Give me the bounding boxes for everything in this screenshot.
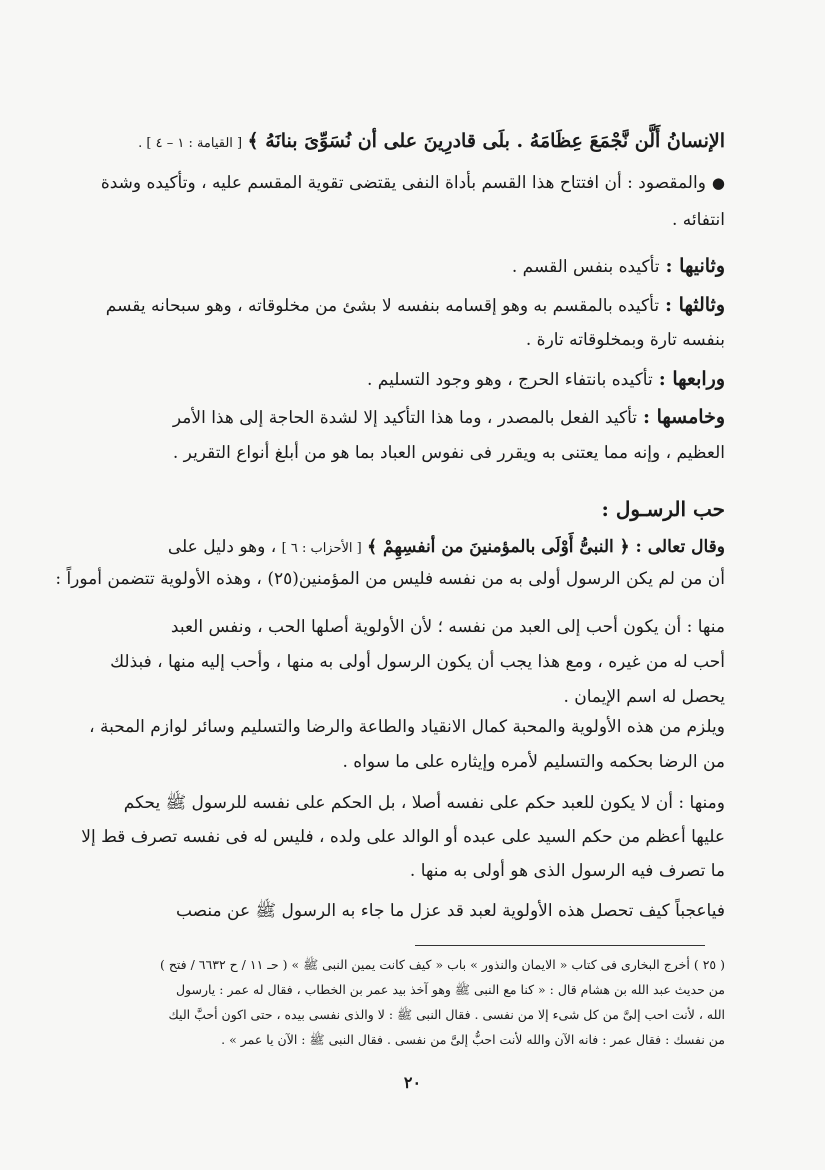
paragraph-text: انتفائه .	[671, 210, 725, 230]
paragraph-line	[100, 786, 725, 820]
quran-verse-text: وقال تعالى : ﴿ النبىُّ أَوْلَى بالمؤمنينَ من أنفسِهِمْ ﴾	[367, 537, 725, 557]
list-item	[100, 288, 725, 323]
paragraph-line	[100, 745, 725, 779]
paragraph-line	[81, 820, 725, 854]
bullet-icon: ●	[711, 174, 725, 192]
paragraph-text: العظيم ، وإنه مما يعتنى به ويقرر فى نفوس العباد بما هو من أبلغ أنواع التقرير .	[172, 443, 725, 463]
paragraph-line	[100, 610, 725, 644]
paragraph-line	[100, 530, 725, 566]
paragraph-text: ومنها : أن لا يكون للعبد حكم على نفسه أصلا ، بل الحكم على نفسه للرسول ﷺ يحكم	[123, 793, 725, 813]
paragraph-line	[100, 323, 725, 357]
paragraph-text: من الرضا بحكمه والتسليم لأمره وإيثاره على ما سواه .	[342, 752, 725, 772]
paragraph-text: منها : أن يكون أحب إلى العبد من نفسه ؛ لأن الأولوية أصلها الحب ، ونفس العبد	[170, 617, 725, 637]
list-item	[100, 400, 725, 435]
section-heading: حب الرسـول :	[601, 497, 725, 521]
footnote-divider	[415, 945, 705, 946]
footnote-line: ( ٢٥ ) أخرج البخارى فى كتاب « الايمان والنذور » باب « كيف كانت يمين النبى ﷺ » ( حـ ١١ / ح ٦٦٣٢ / فتح )	[159, 957, 725, 972]
paragraph-text: فياعجباً كيف تحصل هذه الأولوية لعبد قد عزل ما جاء به الرسول ﷺ عن منصب	[175, 901, 725, 921]
paragraph-text: يحصل له اسم الإيمان .	[563, 687, 725, 707]
item-text: تأكيده بالمقسم به وهو إقسامه بنفسه لا بشئ من مخلوقاته ، وهو سبحانه يقسم	[105, 296, 660, 316]
footnote-line: من نفسك : فقال عمر : فانه الآن والله لأنت احبُّ إلىَّ من نفسى . فقال النبى ﷺ : الآن يا عمر » .	[221, 1032, 725, 1047]
paragraph-line	[100, 854, 725, 888]
paragraph-line	[100, 436, 725, 470]
paragraph-text: ويلزم من هذه الأولوية والمحبة كمال الانقياد والطاعة والرضا والتسليم وسائر لوازم المحبة ،	[89, 717, 725, 737]
paragraph-text: ، وهو دليل على	[167, 537, 277, 557]
paragraph-text: أن من لم يكن الرسول أولى به من نفسه فليس من المؤمنين(٢٥) ، وهذه الأولوية تتضمن أموراً :	[55, 569, 725, 589]
footnote-line: من حديث عبد الله بن هشام قال : « كنا مع النبى ﷺ وهو آخذ بيد عمر بن الخطاب ، فقال له عمر : يارسول	[175, 982, 725, 997]
footnote-line: الله ، لأنت احب إلىَّ من كل شىء إلا من نفسى . فقال النبى ﷺ : لا والذى نفسى بيده ، حتى اكون أحبَّ اليك	[168, 1007, 725, 1022]
verse-citation: [ القيامة : ١ – ٤ ] .	[138, 136, 243, 151]
page-number: ٢٠	[403, 1073, 422, 1092]
list-item	[100, 362, 725, 397]
item-text: تأكيد الفعل بالمصدر ، وما هذا التأكيد إلا لشدة الحاجة إلى هذا الأمر	[172, 408, 637, 428]
paragraph-line	[100, 645, 725, 679]
item-text: تأكيده بانتفاء الحرج ، وهو وجود التسليم .	[366, 370, 653, 390]
list-item	[100, 249, 725, 284]
item-label: ورابعها :	[658, 368, 725, 390]
paragraph-text: بنفسه تارة وبمخلوقاته تارة .	[525, 330, 725, 350]
item-label: وثالثها :	[665, 294, 725, 316]
quran-verse-line	[100, 124, 725, 161]
paragraph-text: والمقصود : أن افتتاح هذا القسم بأداة النفى يقتضى تقوية المقسم عليه ، وتأكيده وشدة	[100, 173, 706, 193]
quran-verse-text: الإنسانُ أَلَّن نَّجْمَعَ عِظَامَهُ . بلَى قادرِينَ على أن نُسَوِّىَ بنانَهُ ﴾	[247, 130, 725, 152]
paragraph-line	[55, 562, 725, 596]
item-label: وثانيها :	[665, 255, 725, 277]
paragraph-line	[100, 680, 725, 714]
paragraph-line	[89, 710, 725, 744]
verse-citation: [ الأحزاب : ٦ ]	[281, 541, 362, 556]
paragraph-text: أحب له من غيره ، ومع هذا يجب أن يكون الرسول أولى به منها ، وأحب إليه منها ، فبذلك	[110, 652, 725, 672]
paragraph-text: ما تصرف فيه الرسول الذى هو أولى به منها .	[409, 861, 725, 881]
item-text: تأكيده بنفس القسم .	[511, 257, 660, 277]
paragraph-line	[100, 203, 725, 237]
paragraph-text: عليها أعظم من حكم السيد على عبده أو الوالد على ولده ، فليس له فى نفسه تصرف قط إلا	[81, 827, 725, 847]
item-label: وخامسها :	[642, 406, 725, 428]
paragraph-line	[100, 894, 725, 928]
paragraph-line	[100, 166, 725, 200]
